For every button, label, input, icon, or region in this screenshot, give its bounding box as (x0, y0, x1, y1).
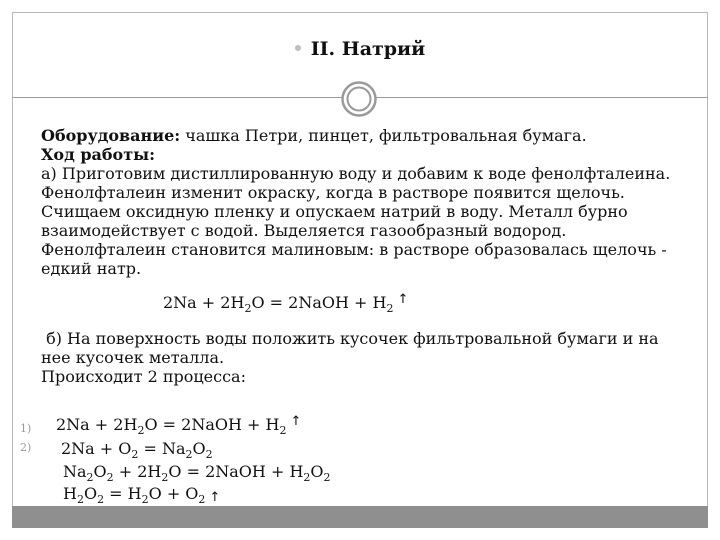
equation-4: $Na_2O_2 + 2H_2O$ = 2NaOH + $H_2O_2$ (63, 462, 331, 484)
list-number: 2) (20, 441, 32, 454)
part-b-line: нее кусочек металла. (41, 348, 225, 367)
arrow-up-icon: ↑ (397, 292, 409, 307)
part-b-line: Происходит 2 процесса: (41, 367, 246, 386)
part-a-line: Фенолфталеин становится малиновым: в растворе образовалась щелочь - (41, 240, 667, 259)
arrow-up-icon: ↑ (290, 414, 302, 429)
part-a-line: взаимодействует с водой. Выделяется газообразный водород. (41, 221, 567, 240)
title-text: II. Натрий (310, 38, 426, 60)
part-b-line: б) На поверхность воды положить кусочек фильтровальной бумаги и на (41, 329, 659, 348)
slide-title (12, 38, 708, 60)
ring-icon (341, 81, 377, 117)
equipment-label: Оборудование: (41, 126, 181, 145)
equipment-text: чашка Петри, пинцет, фильтровальная бумага. (180, 126, 587, 145)
equation-1: $2Na + 2H_2O$ = 2NaOH + $H_2^↑$ (163, 292, 409, 315)
equation-5: $H_2O_2 = H_2O + O_2$ ↑ (63, 484, 221, 506)
part-a-line: а) Приготовим дистиллированную воду и добавим к воде фенолфталеина. (41, 164, 671, 183)
list-number: 1) (20, 422, 32, 435)
part-b (41, 329, 701, 386)
procedure-heading: Ход работы: (41, 145, 156, 164)
footer-bar (12, 506, 708, 528)
arrow-up-icon: ↑ (209, 490, 221, 505)
equipment-line (41, 126, 701, 145)
equation-3: $2Na + O_2 = Na_2O_2$ (61, 439, 213, 461)
equation-2: $2Na + 2H_2O$ = 2NaOH + $H_2^↑$ (56, 414, 302, 437)
slide-body (41, 126, 701, 278)
part-a-line: Фенолфталеин изменит окраску, когда в растворе появится щелочь. (41, 183, 625, 202)
bullet-icon (295, 45, 301, 51)
part-a-line: Счищаем оксидную пленку и опускаем натрий в воду. Металл бурно (41, 202, 628, 221)
part-a-line: едкий натр. (41, 259, 142, 278)
